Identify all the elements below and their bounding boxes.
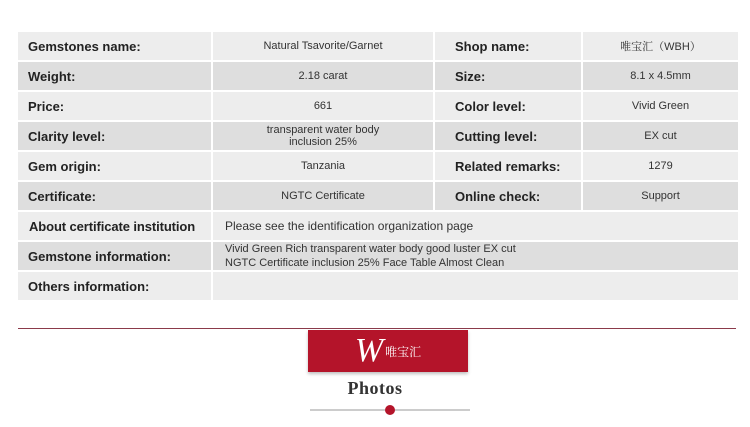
spec-row-institution: [18, 212, 738, 242]
brand-logo: [355, 334, 421, 368]
spec-value-line: transparent water body: [266, 124, 380, 136]
spec-value: [213, 242, 738, 272]
spec-label: Gemstones name:: [18, 32, 213, 62]
section-divider: [18, 328, 736, 329]
spec-value: Vivid Green: [583, 92, 738, 122]
ornament-divider-icon: [308, 403, 472, 417]
spec-label: Shop name:: [435, 32, 583, 62]
spec-label: Related remarks:: [435, 152, 583, 182]
spec-value: Support: [583, 182, 738, 212]
spec-row-certificate: [18, 182, 738, 212]
spec-label: Weight:: [18, 62, 213, 92]
spec-label: Clarity level:: [18, 122, 213, 152]
spec-row-weight: [18, 62, 738, 92]
brand-banner: [308, 330, 468, 372]
spec-value: [213, 272, 738, 302]
spec-row-others: [18, 272, 738, 302]
spec-value: 1279: [583, 152, 738, 182]
spec-label: Color level:: [435, 92, 583, 122]
spec-label: Others information:: [18, 272, 213, 302]
spec-label: Size:: [435, 62, 583, 92]
spec-label: About certificate institution: [18, 212, 213, 242]
spec-label: Online check:: [435, 182, 583, 212]
spec-row-gemstone-name: [18, 32, 738, 62]
spec-row-origin: [18, 152, 738, 182]
spec-label: Gem origin:: [18, 152, 213, 182]
spec-value: NGTC Certificate: [213, 182, 435, 212]
spec-value-line: NGTC Certificate inclusion 25% Face Table Almost Clean: [225, 257, 505, 269]
spec-value-line: inclusion 25%: [289, 136, 357, 148]
spec-value: 2.18 carat: [213, 62, 435, 92]
brand-logo-letter: W: [354, 332, 378, 369]
spec-value: 唯宝汇（WBH）: [583, 32, 738, 62]
spec-row-clarity: [18, 122, 738, 152]
spec-row-price: [18, 92, 738, 122]
spec-label: Cutting level:: [435, 122, 583, 152]
spec-value: Tanzania: [213, 152, 435, 182]
spec-label: Price:: [18, 92, 213, 122]
photos-heading: Photos: [347, 378, 403, 398]
spec-value: Natural Tsavorite/Garnet: [213, 32, 435, 62]
spec-value: 8.1 x 4.5mm: [583, 62, 738, 92]
spec-value-line: Vivid Green Rich transparent water body good luster EX cut: [225, 243, 516, 255]
brand-name: 唯宝汇: [385, 344, 422, 359]
spec-row-gemstone-info: [18, 242, 738, 272]
spec-value: Please see the identification organization page: [213, 212, 738, 242]
spec-table: [18, 32, 738, 302]
spec-value: 661: [213, 92, 435, 122]
spec-label: Gemstone information:: [18, 242, 213, 272]
spec-label: Certificate:: [18, 182, 213, 212]
spec-value: [213, 122, 435, 152]
spec-value: EX cut: [583, 122, 738, 152]
